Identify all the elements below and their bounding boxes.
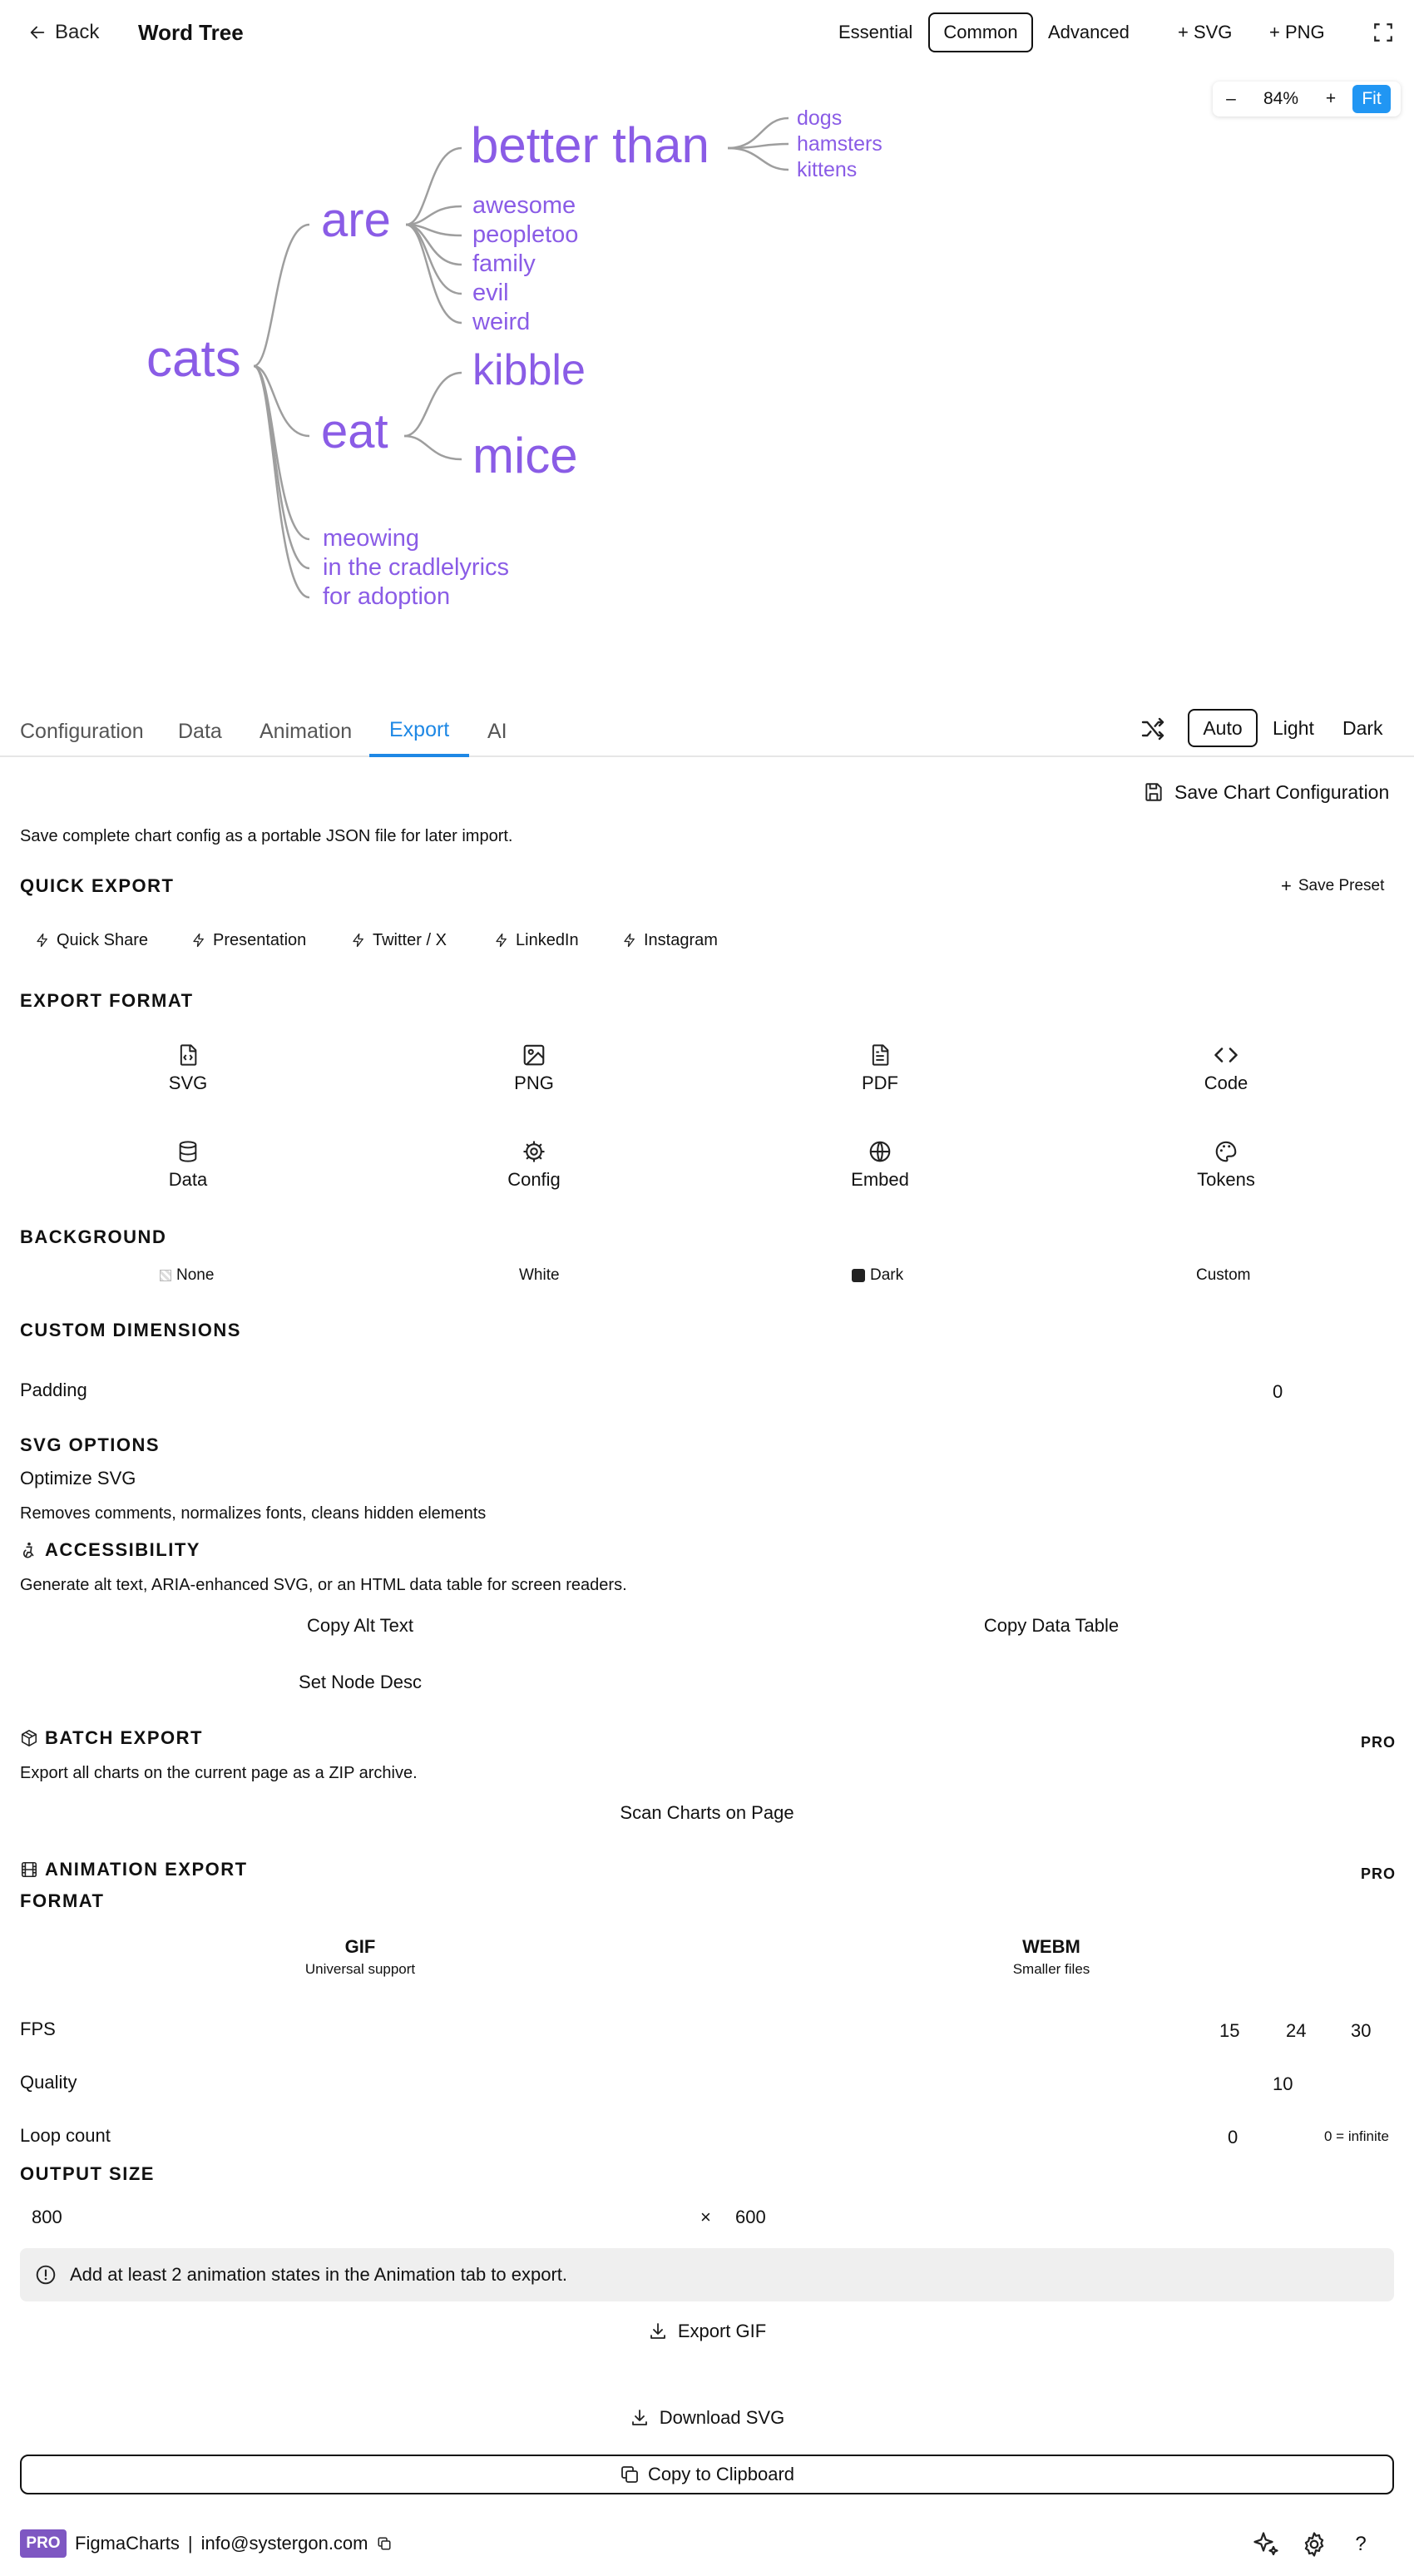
optimize-svg-toggle[interactable]: Optimize SVG	[20, 1468, 136, 1489]
back-label: Back	[55, 21, 100, 43]
accessibility-icon	[20, 1541, 38, 1559]
footer-info	[75, 2529, 392, 2558]
fps-option-15[interactable]: 15	[1219, 2020, 1240, 2041]
format-svg-button[interactable]	[113, 1035, 263, 1102]
format-svg-label: SVG	[168, 1073, 208, 1093]
package-icon	[20, 1729, 38, 1747]
link-cats-cradle	[254, 366, 309, 568]
word-better-than[interactable]: better than	[471, 117, 709, 173]
link-better-hamsters	[728, 144, 789, 148]
link-better-kittens	[728, 148, 789, 170]
shuffle-icon[interactable]	[1136, 712, 1169, 746]
format-config-label: Config	[507, 1169, 561, 1190]
save-icon	[1143, 781, 1164, 803]
download-icon	[648, 2321, 668, 2341]
output-size-title: OUTPUT SIZE	[20, 2163, 155, 2184]
preset-essential[interactable]: Essential	[838, 22, 913, 42]
format-data-label: Data	[168, 1169, 208, 1190]
tab-ai[interactable]: AI	[487, 719, 507, 743]
transparent-swatch-icon	[160, 1270, 171, 1281]
twitter-button[interactable]	[351, 924, 447, 957]
add-png-button[interactable]: + PNG	[1269, 22, 1325, 42]
footer-separator: |	[187, 2533, 193, 2554]
anim-format-gif-button[interactable]	[20, 1932, 700, 1982]
link-cats-are	[254, 225, 309, 366]
word-meowing[interactable]: meowing	[323, 525, 420, 552]
loop-count-input[interactable]: 0	[1228, 2127, 1238, 2147]
word-tree-chart	[0, 75, 1164, 624]
format-code-button[interactable]	[1151, 1035, 1301, 1102]
save-config-label: Save Chart Configuration	[1174, 780, 1390, 803]
accessibility-header	[20, 1539, 200, 1561]
loop-count-label: Loop count	[20, 2125, 111, 2146]
loop-count-hint: 0 = infinite	[1324, 2128, 1389, 2144]
theme-light[interactable]: Light	[1273, 716, 1314, 739]
preset-advanced[interactable]: Advanced	[1048, 22, 1130, 42]
format-png-button[interactable]	[459, 1035, 609, 1102]
download-icon	[630, 2408, 650, 2428]
animation-notice	[20, 2248, 1394, 2301]
word-mice[interactable]: mice	[472, 428, 578, 483]
add-svg-button[interactable]: + SVG	[1178, 22, 1233, 42]
link-eat-mice	[404, 436, 462, 459]
output-height-input[interactable]: 600	[735, 2207, 766, 2227]
svg-options-title: SVG OPTIONS	[20, 1434, 161, 1455]
word-awesome[interactable]: awesome	[472, 192, 576, 219]
bolt-icon	[191, 932, 206, 949]
format-embed-button[interactable]	[805, 1132, 955, 1198]
background-custom-button[interactable]: Custom	[1196, 1266, 1251, 1284]
quality-input[interactable]: 10	[1273, 2073, 1293, 2094]
background-dark-label: Dark	[870, 1266, 904, 1284]
format-pdf-button[interactable]	[805, 1035, 955, 1102]
footer-email[interactable]: info@systergon.com	[200, 2533, 368, 2554]
zoom-in-button[interactable]: +	[1325, 89, 1337, 108]
batch-export-desc: Export all charts on the current page as a ZIP archive.	[20, 1764, 418, 1782]
theme-auto[interactable]: Auto	[1188, 709, 1258, 747]
file-code-icon	[176, 1043, 200, 1068]
padding-input[interactable]: 0	[1273, 1381, 1283, 1402]
background-none-button[interactable]	[160, 1266, 214, 1285]
accessibility-title: ACCESSIBILITY	[45, 1539, 200, 1560]
pro-badge[interactable]: PRO	[20, 2529, 67, 2558]
word-family[interactable]: family	[472, 250, 536, 277]
batch-export-header	[20, 1727, 203, 1749]
batch-export-title: BATCH EXPORT	[45, 1727, 203, 1748]
anim-format-webm-desc: Smaller files	[1012, 1961, 1090, 1977]
word-in-the-cradlelyrics[interactable]: in the cradlelyrics	[323, 554, 510, 581]
set-node-desc-button[interactable]: Set Node Desc	[299, 1672, 422, 1692]
quality-label: Quality	[20, 2072, 77, 2093]
fps-option-24[interactable]: 24	[1286, 2020, 1307, 2041]
download-svg-button[interactable]	[20, 2400, 1394, 2436]
link-cats-meowing	[254, 366, 309, 539]
fps-label: FPS	[20, 2019, 56, 2039]
linkedin-button[interactable]	[494, 924, 579, 957]
tab-configuration[interactable]: Configuration	[20, 719, 144, 743]
preset-common[interactable]: Common	[928, 12, 1033, 52]
word-weird[interactable]: weird	[472, 309, 531, 335]
format-data-button[interactable]	[113, 1132, 263, 1198]
zoom-control	[1213, 82, 1401, 116]
instagram-label: Instagram	[644, 930, 718, 949]
format-code-label: Code	[1204, 1073, 1248, 1093]
copy-email-icon[interactable]	[377, 2536, 392, 2551]
word-hamsters[interactable]: hamsters	[797, 132, 883, 156]
image-icon	[522, 1043, 546, 1068]
settings-gear-icon[interactable]	[1298, 2528, 1331, 2561]
word-for-adoption[interactable]: for adoption	[323, 583, 451, 610]
format-png-label: PNG	[514, 1073, 554, 1093]
linkedin-label: LinkedIn	[516, 930, 579, 949]
word-tree-words	[146, 107, 883, 610]
word-cats[interactable]: cats	[146, 330, 241, 388]
zoom-out-button[interactable]: –	[1226, 89, 1236, 108]
help-button[interactable]: ?	[1355, 2533, 1367, 2555]
link-eat-kibble	[404, 373, 462, 436]
page-title: Word Tree	[138, 19, 244, 45]
export-format-title: EXPORT FORMAT	[20, 990, 194, 1011]
copy-data-table-button[interactable]: Copy Data Table	[983, 1615, 1120, 1636]
arrow-left-icon	[28, 23, 47, 42]
quick-share-button[interactable]	[35, 924, 148, 957]
animation-export-title: ANIMATION EXPORT	[45, 1859, 248, 1880]
padding-label: Padding	[20, 1380, 87, 1400]
export-gif-label: Export GIF	[677, 2321, 767, 2341]
word-peopletoo[interactable]: peopletoo	[472, 221, 579, 248]
format-pdf-label: PDF	[862, 1073, 898, 1093]
copy-alt-text-button[interactable]: Copy Alt Text	[307, 1615, 413, 1636]
animation-pro-badge: PRO	[1361, 1865, 1397, 1882]
download-svg-label: Download SVG	[659, 2407, 785, 2428]
top-bar	[0, 0, 1414, 65]
link-are-weird	[406, 225, 462, 323]
fps-option-30[interactable]: 30	[1351, 2020, 1372, 2041]
quick-export-title: QUICK EXPORT	[20, 875, 175, 896]
save-config-desc: Save complete chart config as a portable JSON file for later import.	[20, 827, 513, 845]
presentation-label: Presentation	[213, 930, 307, 949]
database-icon	[176, 1139, 200, 1164]
file-text-icon	[868, 1043, 892, 1068]
animation-export-header	[20, 1859, 248, 1880]
format-label: FORMAT	[20, 1890, 105, 1911]
theme-dark[interactable]: Dark	[1342, 716, 1383, 739]
film-icon	[20, 1860, 38, 1879]
anim-format-webm-button[interactable]	[709, 1932, 1394, 1982]
background-none-label: None	[176, 1266, 215, 1284]
tab-data[interactable]: Data	[178, 719, 222, 743]
footer-brand: FigmaCharts	[75, 2533, 180, 2554]
word-kittens[interactable]: kittens	[797, 158, 858, 181]
word-dogs[interactable]: dogs	[797, 107, 843, 130]
dark-swatch-icon	[852, 1269, 865, 1282]
sparkle-icon[interactable]	[1249, 2528, 1283, 2561]
quick-share-label: Quick Share	[57, 930, 149, 949]
twitter-label: Twitter / X	[373, 930, 447, 949]
bolt-icon	[622, 932, 637, 949]
globe-icon	[868, 1139, 892, 1164]
bolt-icon	[494, 932, 509, 949]
info-icon	[35, 2264, 57, 2286]
copy-clipboard-button[interactable]	[20, 2455, 1394, 2494]
background-white-button[interactable]: White	[519, 1266, 560, 1284]
custom-dimensions-title: CUSTOM DIMENSIONS	[20, 1320, 241, 1340]
accessibility-desc: Generate alt text, ARIA-enhanced SVG, or an HTML data table for screen readers.	[20, 1576, 627, 1594]
export-gif-button[interactable]	[20, 2313, 1394, 2350]
copy-clipboard-label: Copy to Clipboard	[647, 2464, 795, 2484]
anim-format-gif-name: GIF	[344, 1936, 376, 1957]
tab-export[interactable]: Export	[369, 706, 469, 757]
gear-icon	[522, 1139, 546, 1164]
batch-pro-badge: PRO	[1361, 1734, 1397, 1751]
save-preset-label: Save Preset	[1298, 877, 1385, 894]
background-dark-button[interactable]	[852, 1266, 903, 1285]
output-times-sign: ×	[700, 2207, 711, 2227]
output-width-input[interactable]: 800	[32, 2207, 62, 2227]
word-evil[interactable]: evil	[472, 280, 509, 306]
word-kibble[interactable]: kibble	[472, 346, 586, 394]
scan-charts-button[interactable]: Scan Charts on Page	[620, 1802, 794, 1823]
background-title: BACKGROUND	[20, 1226, 167, 1247]
instagram-button[interactable]	[622, 924, 718, 957]
code-icon	[1214, 1043, 1238, 1068]
bolt-icon	[35, 932, 50, 949]
palette-icon	[1214, 1139, 1238, 1164]
format-embed-label: Embed	[851, 1169, 909, 1190]
tab-animation[interactable]: Animation	[260, 719, 353, 743]
save-config-button[interactable]	[1143, 777, 1389, 807]
optimize-svg-desc: Removes comments, normalizes fonts, cleans hidden elements	[20, 1504, 487, 1523]
format-tokens-label: Tokens	[1197, 1169, 1255, 1190]
zoom-level: 84%	[1263, 89, 1299, 108]
format-tokens-button[interactable]	[1151, 1132, 1301, 1198]
save-preset-button[interactable]	[1281, 875, 1384, 897]
anim-format-gif-desc: Universal support	[304, 1961, 416, 1977]
format-config-button[interactable]	[459, 1132, 609, 1198]
plus-icon: +	[1281, 875, 1292, 896]
zoom-fit-button[interactable]: Fit	[1352, 85, 1391, 113]
bolt-icon	[351, 932, 366, 949]
word-are[interactable]: are	[321, 193, 391, 247]
back-button[interactable]	[28, 17, 99, 48]
word-eat[interactable]: eat	[321, 404, 388, 458]
anim-format-webm-name: WEBM	[1022, 1936, 1080, 1957]
copy-icon	[620, 2465, 640, 2484]
fullscreen-icon[interactable]	[1369, 18, 1397, 47]
presentation-button[interactable]	[191, 924, 306, 957]
animation-notice-text: Add at least 2 animation states in the Animation tab to export.	[70, 2264, 568, 2285]
